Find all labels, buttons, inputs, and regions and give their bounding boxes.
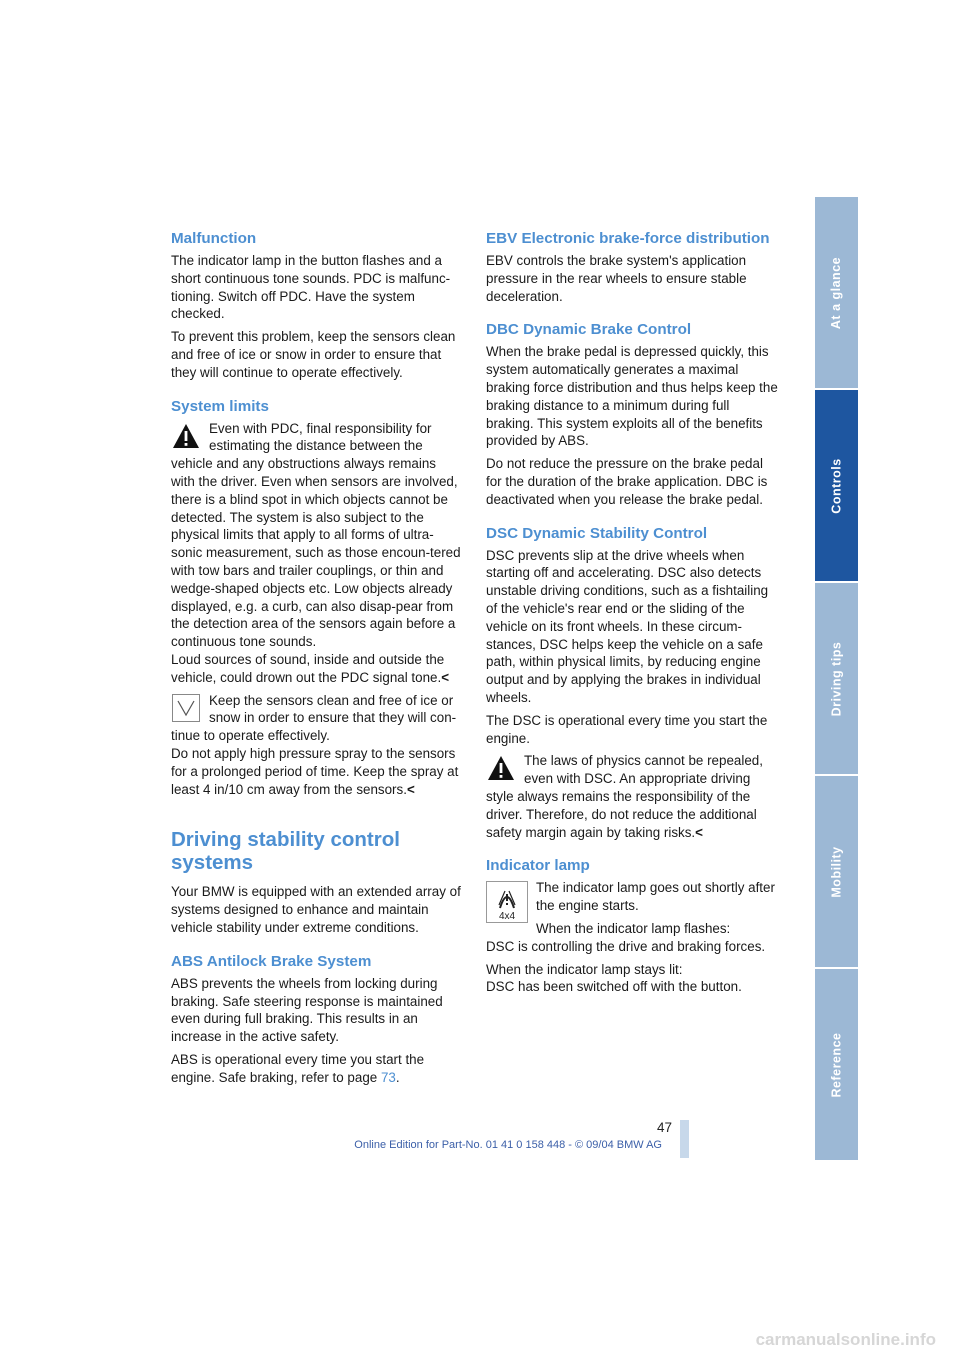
indicator-lit-text: DSC has been switched off with the button. [486, 979, 742, 995]
warning-text: Even with PDC, final responsibility for estimating the distance between the vehicle and any obstructions always remains with the driver. Even when sensors are involved, there is a blind spot in which objects cannot be detected. The system is also subject to the physical limits that apply to all forms of ultra-sonic measurement, such as those encoun-tered with tow bars and trailer couplings, or thin and wedge-shaped objects etc. Low objects already displayed, e.g. a curb, can also disap-pear from the detection area of the sensors again before a continuous tone sounds. [171, 420, 461, 650]
heading-abs: ABS Antilock Brake System [171, 952, 372, 970]
tab-controls[interactable] [815, 390, 858, 583]
tab-label: Mobility [829, 845, 844, 898]
heading-driving-stability: Driving stability control systems [171, 828, 400, 875]
heading-ebv: EBV Electronic brake-force distribution [486, 230, 770, 247]
right-column [486, 230, 778, 1001]
tip-note-system-limits [171, 692, 463, 799]
section-tabs [815, 197, 858, 1160]
indicator-paragraph-1: The indicator lamp goes out shortly after the engine starts. [536, 880, 775, 914]
page-number: 47 [656, 1120, 672, 1135]
warning-icon [171, 421, 201, 451]
tip-triangle-icon [171, 693, 201, 723]
warning-icon [486, 753, 516, 783]
dsc-warning-text: The laws of physics cannot be repealed, even with DSC. An appropriate driving style always remains the responsibility of the driver. Therefore, do not reduce the additional safety margin again by taking risks. [486, 753, 763, 840]
ebv-paragraph: EBV controls the brake system's application pressure in the rear wheels to ensure stable deceleration. [486, 253, 747, 304]
page-link[interactable]: 73 [380, 1069, 396, 1085]
abs-paragraph-1: ABS prevents the wheels from locking during braking. Safe steering response is maintained even during full braking. This results in an increase in the active safety. [171, 975, 443, 1045]
indicator-icon-label: 4x4 [498, 911, 516, 923]
malfunction-paragraph-1: The indicator lamp in the button flashes and a short continuous tone sounds. PDC is malfunc-tioning. Switch off PDC. Have the system checked. [171, 253, 451, 322]
heading-system-limits: System limits [171, 397, 269, 415]
dbc-paragraph-1: When the brake pedal is depressed quickly, this system automatically generates a maximal braking force distribution and thus helps keep the braking distance to a minimum during full braking. This system exploits all of the benefits provided by ABS. [486, 344, 778, 449]
tip-text-2: Do not apply high pressure spray to the sensors for a prolonged period of time. Keep the spray at least 4 in/10 cm away from the sensors. [171, 745, 459, 797]
tab-reference[interactable] [815, 969, 858, 1160]
tab-driving-tips[interactable] [815, 583, 858, 776]
indicator-lit-label: When the indicator lamp stays lit: [486, 961, 683, 977]
dsc-paragraph-2: The DSC is operational every time you start the engine. [486, 712, 768, 746]
heading-dsc: DSC Dynamic Stability Control [486, 524, 708, 542]
malfunction-paragraph-2: To prevent this problem, keep the sensors clean and free of ice or snow in order to ensure that they will continue to operate effectively. [171, 329, 456, 380]
footer-edition: Online Edition for Part-No. 01 41 0 158 448 - © 09/04 BMW AG [354, 1139, 662, 1151]
abs-paragraph-2-end: . [395, 1069, 400, 1085]
dsc-indicator-lamp-icon [486, 881, 528, 923]
indicator-paragraph-2 [486, 920, 778, 956]
heading-malfunction: Malfunction [171, 230, 257, 247]
tab-label: At a glance [829, 256, 844, 329]
watermark: carmanualsonline.info [755, 1330, 936, 1349]
end-mark: < [406, 781, 415, 797]
tab-label: Driving tips [829, 641, 844, 716]
tab-label: Reference [829, 1032, 844, 1097]
heading-indicator-lamp: Indicator lamp [486, 857, 590, 875]
driving-stability-intro: Your BMW is equipped with an extended array of systems designed to enhance and maintain vehicle stability under extreme conditions. [171, 884, 461, 935]
indicator-flashes-text: DSC is controlling the drive and braking forces. [486, 938, 766, 954]
tab-mobility[interactable] [815, 776, 858, 969]
indicator-paragraph-3 [486, 961, 778, 997]
tip-text: Keep the sensors clean and free of ice or snow in order to ensure that they will con-tinue to operate effectively. [171, 692, 457, 744]
page-marker-bar [680, 1120, 689, 1158]
tab-label: Controls [829, 457, 844, 514]
abs-paragraph-2-text: ABS is operational every time you start the engine. Safe braking, refer to page [171, 1051, 425, 1085]
tab-at-a-glance[interactable] [815, 197, 858, 390]
indicator-flashes-label: When the indicator lamp flashes: [536, 920, 731, 936]
warning-text-2: Loud sources of sound, inside and outside the vehicle, could drown out the PDC signal tone. [171, 651, 445, 685]
warning-note-system-limits [171, 420, 463, 687]
dsc-paragraph-1: DSC prevents slip at the drive wheels when starting off and accelerating. DSC also detects unstable driving conditions, such as a fishtailing of the vehicle's rear end or the sliding of the vehicle on its front wheels. In these circum-stances, DSC helps keep the vehicle on a safe path, within physical limits, by reducing engine output and by applying the brakes in individual wheels. [486, 547, 769, 705]
warning-note-dsc [486, 752, 778, 841]
dbc-paragraph-2: Do not reduce the pressure on the brake pedal for the duration of the brake application. DBC is deactivated when you release the brake pedal. [486, 456, 768, 507]
heading-dbc: DBC Dynamic Brake Control [486, 321, 692, 339]
end-mark: < [441, 669, 450, 685]
end-mark: < [695, 824, 703, 840]
left-column [171, 230, 463, 1091]
indicator-lamp-block [486, 879, 778, 996]
abs-paragraph-2 [171, 1051, 463, 1087]
